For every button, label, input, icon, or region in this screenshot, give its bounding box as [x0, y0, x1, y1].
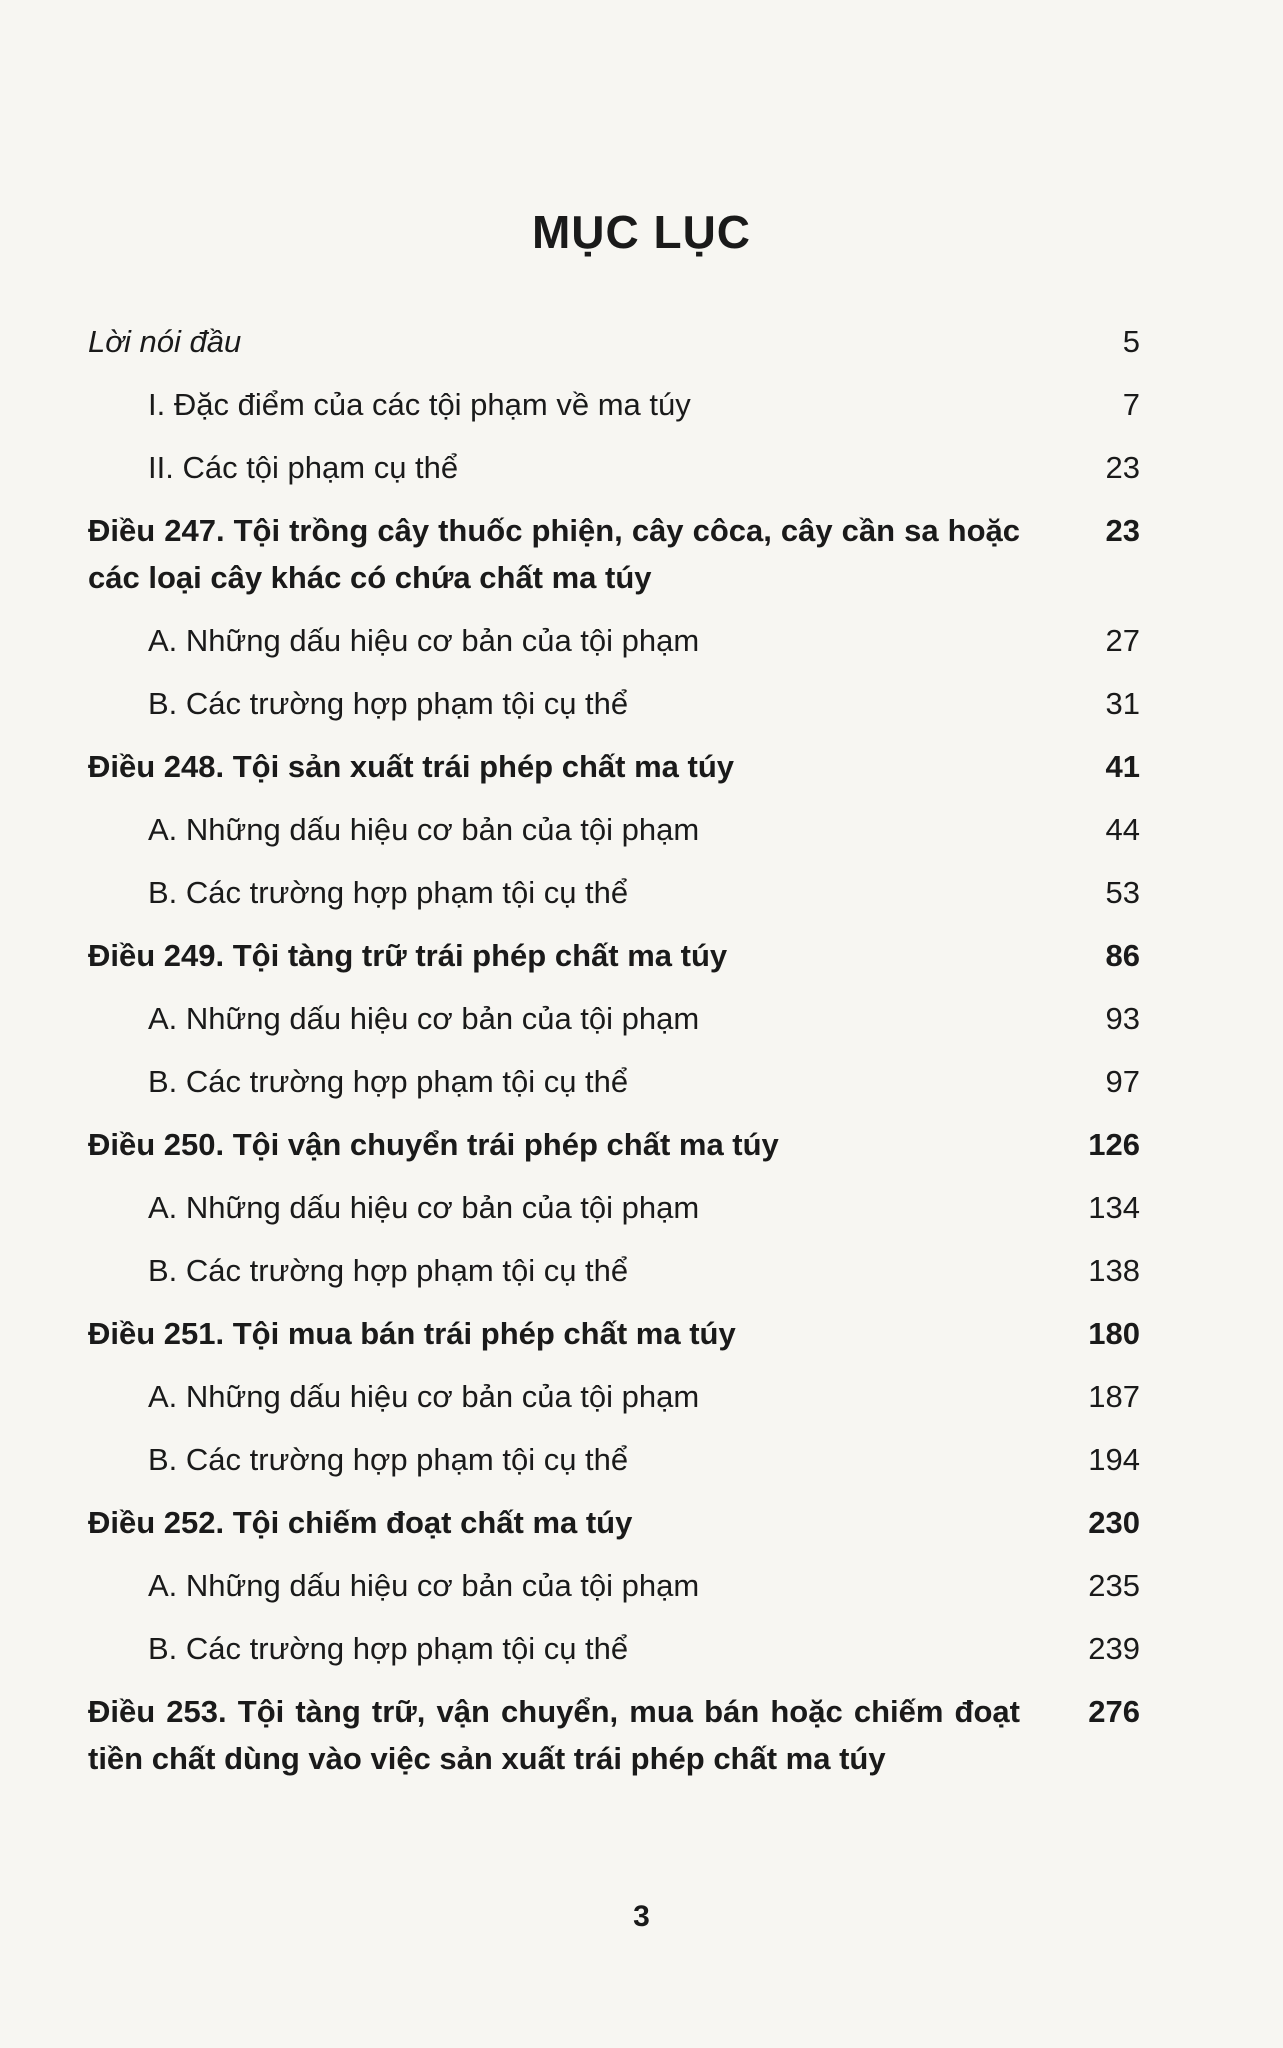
toc-entry-title: Lời nói đầu	[88, 324, 242, 359]
toc-entry	[88, 1688, 1140, 1782]
page-title: MỤC LỤC	[531, 206, 752, 258]
toc-entry	[88, 444, 1140, 491]
toc-entry-title: A. Những dấu hiệu cơ bản của tội phạm	[148, 1379, 700, 1414]
toc-entry-page: 97	[1105, 1064, 1140, 1099]
toc-entry-title: A. Những dấu hiệu cơ bản của tội phạm	[148, 1190, 700, 1225]
toc-entry	[88, 1184, 1140, 1231]
toc-entry-title: II. Các tội phạm cụ thể	[148, 450, 459, 485]
toc-entry-page: 276	[1088, 1694, 1140, 1729]
toc-entry	[88, 995, 1140, 1042]
toc-entry-title: B. Các trường hợp phạm tội cụ thể	[148, 1631, 629, 1666]
toc-entry-page: 7	[1122, 387, 1140, 422]
toc-entry-title: A. Những dấu hiệu cơ bản của tội phạm	[148, 1001, 700, 1036]
toc-entry-title: B. Các trường hợp phạm tội cụ thể	[148, 1253, 629, 1288]
toc-entry-page: 235	[1088, 1568, 1140, 1603]
toc-entry-title: Điều 247. Tội trồng cây thuốc phiện, cây côca, cây cần sa hoặc các loại cây khác có chứa chất ma túy	[88, 513, 1020, 595]
toc-entry-page: 126	[1088, 1127, 1140, 1162]
toc-entry	[88, 507, 1140, 601]
toc-entry-page: 134	[1088, 1190, 1140, 1225]
toc-entry-title: B. Các trường hợp phạm tội cụ thể	[148, 1064, 629, 1099]
toc-entry	[88, 1562, 1140, 1609]
toc-entry-page: 138	[1088, 1253, 1140, 1288]
toc-entry-page: 27	[1105, 623, 1140, 658]
toc-entry-page: 86	[1105, 938, 1140, 973]
toc-entry-page: 180	[1088, 1316, 1140, 1351]
toc-entry-title: A. Những dấu hiệu cơ bản của tội phạm	[148, 623, 700, 658]
toc-entry	[88, 1121, 1140, 1168]
toc-entry-page: 23	[1105, 513, 1140, 548]
toc-entry-title: B. Các trường hợp phạm tội cụ thể	[148, 1442, 629, 1477]
toc-entry-title: Điều 248. Tội sản xuất trái phép chất ma túy	[88, 749, 735, 784]
toc-entry-title: Điều 250. Tội vận chuyển trái phép chất ma túy	[88, 1127, 779, 1162]
toc-entry-title: A. Những dấu hiệu cơ bản của tội phạm	[148, 812, 700, 847]
toc-entry-page: 23	[1105, 450, 1140, 485]
toc-entry-page: 41	[1105, 749, 1140, 784]
toc-entry	[88, 869, 1140, 916]
page-number: 3	[633, 1900, 650, 1933]
toc-entry	[88, 1058, 1140, 1105]
toc-entry	[88, 806, 1140, 853]
toc-entry-page: 5	[1122, 324, 1140, 359]
toc-entry-page: 31	[1105, 686, 1140, 721]
toc-entry	[88, 680, 1140, 727]
toc-entry	[88, 743, 1140, 790]
toc-entry	[88, 1499, 1140, 1546]
toc-entry	[88, 617, 1140, 664]
toc-entry-page: 44	[1105, 812, 1140, 847]
toc-entry-page: 187	[1088, 1379, 1140, 1414]
toc-entry	[88, 318, 1140, 365]
toc-entry-title: B. Các trường hợp phạm tội cụ thể	[148, 875, 629, 910]
toc-entry	[88, 1436, 1140, 1483]
toc-entry-page: 53	[1105, 875, 1140, 910]
toc-entry	[88, 1247, 1140, 1294]
table-of-contents	[88, 318, 1140, 1798]
toc-entry-title: Điều 253. Tội tàng trữ, vận chuyển, mua bán hoặc chiếm đoạt tiền chất dùng vào việc sản xuất trái phép chất ma túy	[88, 1694, 1020, 1776]
toc-entry-page: 239	[1088, 1631, 1140, 1666]
toc-entry-title: A. Những dấu hiệu cơ bản của tội phạm	[148, 1568, 700, 1603]
toc-entry-page: 194	[1088, 1442, 1140, 1477]
toc-entry	[88, 1373, 1140, 1420]
toc-entry-title: Điều 252. Tội chiếm đoạt chất ma túy	[88, 1505, 633, 1540]
toc-entry-title: Điều 251. Tội mua bán trái phép chất ma túy	[88, 1316, 736, 1351]
toc-entry	[88, 932, 1140, 979]
toc-entry	[88, 1625, 1140, 1672]
toc-entry	[88, 1310, 1140, 1357]
toc-entry-title: B. Các trường hợp phạm tội cụ thể	[148, 686, 629, 721]
toc-entry	[88, 381, 1140, 428]
toc-entry-page: 230	[1088, 1505, 1140, 1540]
toc-entry-page: 93	[1105, 1001, 1140, 1036]
toc-entry-title: Điều 249. Tội tàng trữ trái phép chất ma túy	[88, 938, 728, 973]
toc-entry-title: I. Đặc điểm của các tội phạm về ma túy	[148, 387, 691, 422]
